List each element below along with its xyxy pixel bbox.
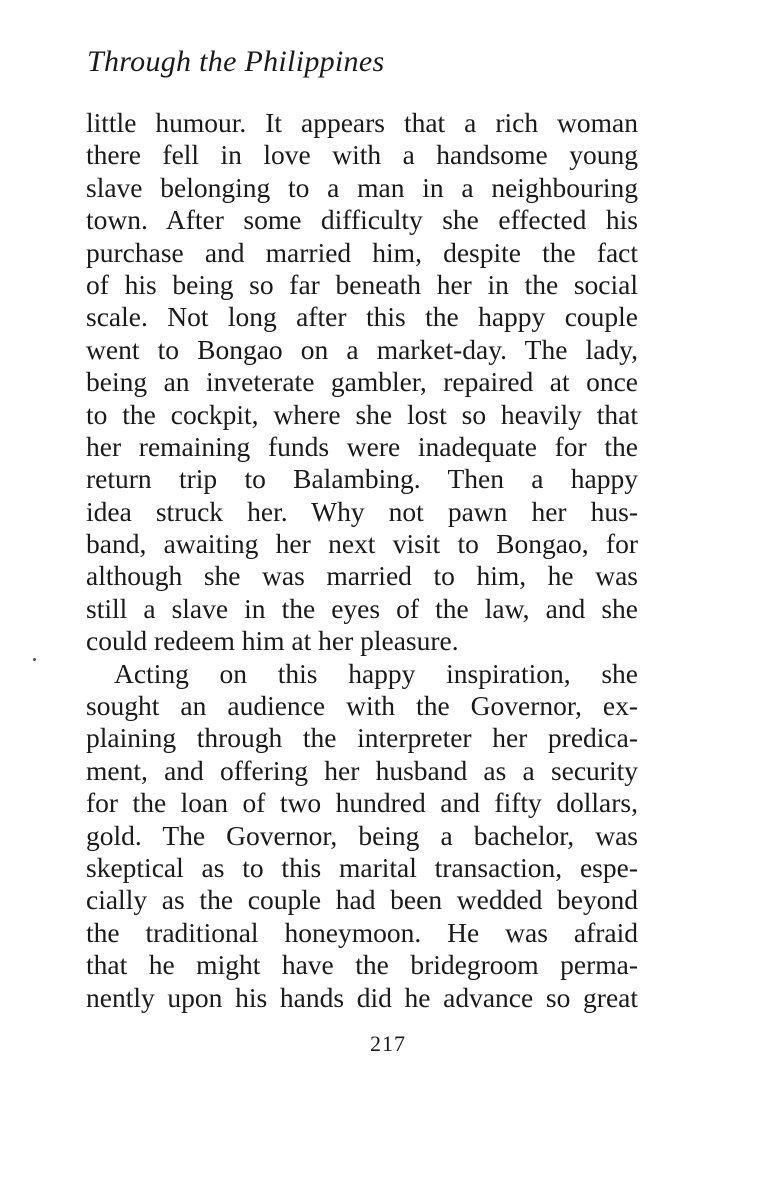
text-line: plaining through the interpreter her predica-	[86, 722, 638, 754]
text-line: her remaining funds were inadequate for the	[86, 430, 638, 462]
paragraph-1	[86, 107, 638, 658]
running-title: Through the Philippines	[87, 45, 385, 78]
text-line: slave belonging to a man in a neighbouring	[86, 171, 638, 203]
text-line: band, awaiting her next visit to Bongao, for	[86, 528, 638, 560]
text-line: town. After some difficulty she effected his	[86, 204, 638, 236]
text-line: nently upon his hands did he advance so great	[86, 981, 638, 1013]
text-line: ment, and offering her husband as a security	[86, 754, 638, 786]
text-line: cially as the couple had been wedded beyond	[86, 884, 638, 916]
page-number: 217	[370, 1031, 406, 1056]
text-line: purchase and married him, despite the fact	[86, 236, 638, 268]
text-line: of his being so far beneath her in the social	[86, 268, 638, 300]
text-line: sought an audience with the Governor, ex-	[86, 690, 638, 722]
text-line: return trip to Balambing. Then a happy	[86, 463, 638, 495]
text-line: could redeem him at her pleasure.	[86, 625, 459, 657]
text-line: being an inveterate gambler, repaired at once	[86, 366, 638, 398]
text-line: skeptical as to this marital transaction, espe-	[86, 851, 638, 883]
text-line: Acting on this happy inspiration, she	[114, 657, 638, 689]
paragraph-2	[86, 658, 638, 1014]
text-line: to the cockpit, where she lost so heavily that	[86, 398, 638, 430]
text-line: gold. The Governor, being a bachelor, was	[86, 819, 638, 851]
scan-speck	[33, 658, 36, 661]
text-line: for the loan of two hundred and fifty dollars,	[86, 787, 638, 819]
text-line: still a slave in the eyes of the law, and she	[86, 592, 638, 624]
text-line: that he might have the bridegroom perma-	[86, 949, 638, 981]
text-line: there fell in love with a handsome young	[86, 139, 638, 171]
body-text	[86, 107, 638, 1014]
text-line: scale. Not long after this the happy couple	[86, 301, 638, 333]
text-line: went to Bongao on a market-day. The lady,	[86, 333, 638, 365]
text-line: idea struck her. Why not pawn her hus-	[86, 495, 638, 527]
text-line: little humour. It appears that a rich woman	[86, 107, 638, 138]
text-line: the traditional honeymoon. He was afraid	[86, 916, 638, 948]
text-line: although she was married to him, he was	[86, 560, 638, 592]
